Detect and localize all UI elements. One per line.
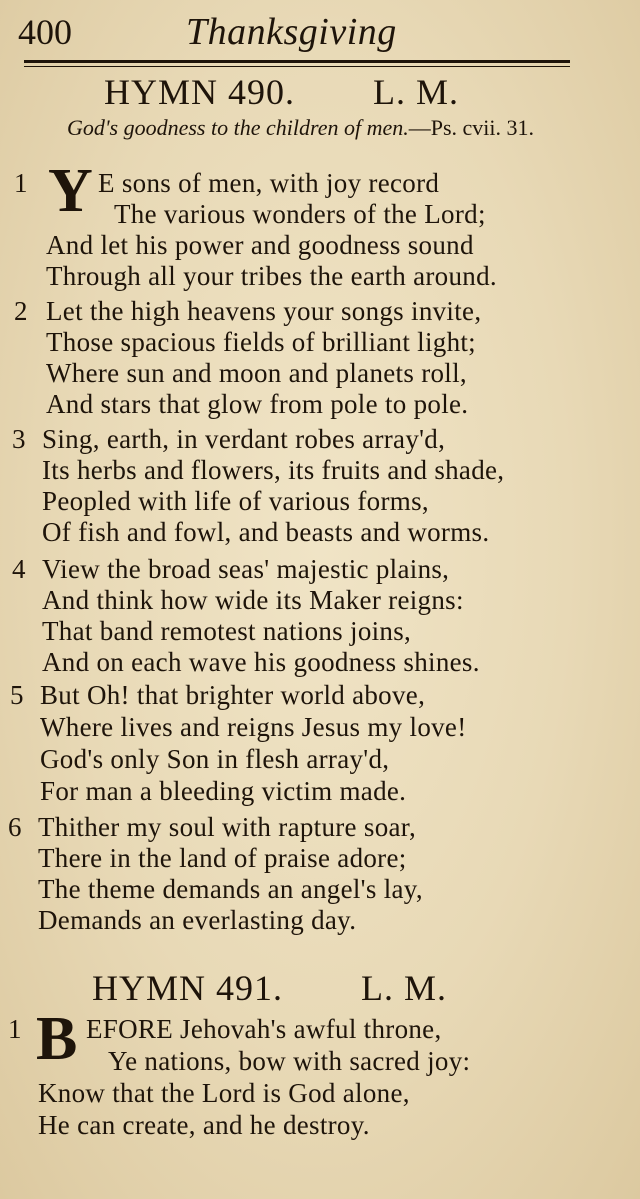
page-number: 400 xyxy=(18,12,72,52)
header-rule xyxy=(24,60,570,63)
verse-line: But Oh! that brighter world above, xyxy=(40,680,426,710)
verse-line: And on each wave his goodness shines. xyxy=(42,647,480,677)
verse-number: 4 xyxy=(12,554,26,584)
header-rule-thin xyxy=(24,66,570,67)
verse-line: Demands an everlasting day. xyxy=(38,905,357,935)
verse-line: Where sun and moon and planets roll, xyxy=(46,358,467,388)
hymn-490-subtitle-text: God's goodness to the children of men. xyxy=(66,115,409,140)
verse-line: Of fish and fowl, and beasts and worms. xyxy=(42,517,490,547)
verse-line: For man a bleeding victim made. xyxy=(40,776,407,806)
verse-line: EFORE Jehovah's awful throne, xyxy=(86,1014,442,1044)
hymn-490-subtitle xyxy=(18,116,583,140)
drop-cap: Y xyxy=(48,157,93,225)
hymn-490-meter: L. M. xyxy=(373,72,460,112)
verse-line: Ye nations, bow with sacred joy: xyxy=(108,1046,471,1076)
verse-line: View the broad seas' majestic plains, xyxy=(42,554,450,584)
verse-number: 1 xyxy=(14,168,28,198)
verse-line: The various wonders of the Lord; xyxy=(114,199,486,229)
verse-number: 2 xyxy=(14,296,28,326)
verse-number: 3 xyxy=(12,424,26,454)
verse-line: E sons of men, with joy record xyxy=(98,168,440,198)
verse-line: Let the high heavens your songs invite, xyxy=(46,296,482,326)
verse-line: And think how wide its Maker reigns: xyxy=(42,585,464,615)
verse-number: 1 xyxy=(8,1014,22,1044)
verse-line: Its herbs and flowers, its fruits and shade, xyxy=(42,455,505,485)
verse-line: And stars that glow from pole to pole. xyxy=(46,389,469,419)
verse-line: Peopled with life of various forms, xyxy=(42,486,429,516)
verse-line: And let his power and goodness sound xyxy=(46,230,474,260)
hymn-491-title: HYMN 491. xyxy=(92,968,284,1008)
verse-line: The theme demands an angel's lay, xyxy=(38,874,423,904)
hymn-491-meter: L. M. xyxy=(361,968,448,1008)
hymn-491-heading xyxy=(92,966,447,1010)
verse-line: Know that the Lord is God alone, xyxy=(38,1078,410,1108)
verse-line: Those spacious fields of brilliant light; xyxy=(46,327,476,357)
verse-line: God's only Son in flesh array'd, xyxy=(40,744,390,774)
verse-line: Sing, earth, in verdant robes array'd, xyxy=(42,424,446,454)
verse-line: Thither my soul with rapture soar, xyxy=(38,812,417,842)
verse-number: 5 xyxy=(10,680,24,710)
page-header xyxy=(18,8,620,58)
hymn-490-scripture-ref: —Ps. cvii. 31. xyxy=(408,115,535,140)
hymn-490-title: HYMN 490. xyxy=(104,72,296,112)
verse-line: That band remotest nations joins, xyxy=(42,616,412,646)
drop-cap: B xyxy=(36,1005,78,1073)
verse-line: Through all your tribes the earth around. xyxy=(46,261,497,291)
hymn-490-heading xyxy=(104,70,459,114)
running-title: Thanksgiving xyxy=(186,11,397,53)
verse-number: 6 xyxy=(8,812,22,842)
verse-line: There in the land of praise adore; xyxy=(38,843,407,873)
verse-line: He can create, and he destroy. xyxy=(38,1110,370,1140)
verse-line: Where lives and reigns Jesus my love! xyxy=(40,712,467,742)
